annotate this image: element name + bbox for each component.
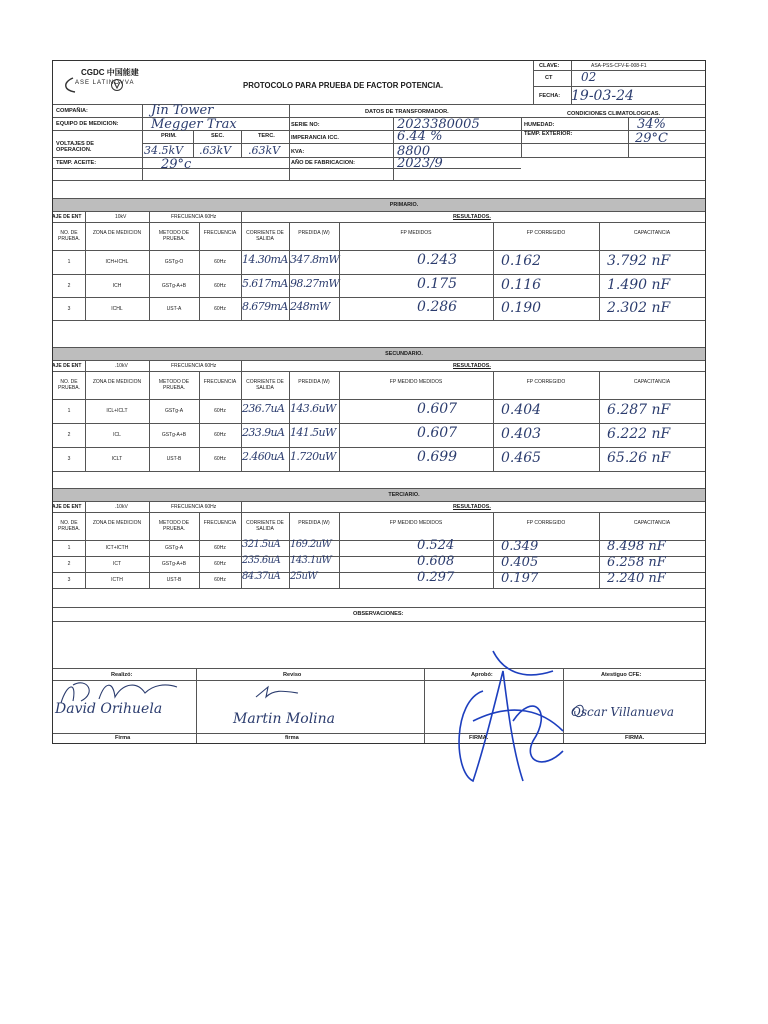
divider (53, 320, 705, 321)
col-frecuencia: FRECUENCIA (203, 520, 237, 526)
row-perdida: 25uW (290, 571, 318, 582)
row-perdida: 169.2uW (290, 539, 332, 550)
frecuencia-label: FRECUENCIA 60Hz (171, 214, 217, 220)
row-metodo: UST-B (166, 577, 182, 583)
divider (241, 502, 242, 512)
row-corriente: 5.617mA (242, 276, 288, 290)
sec-value: .63kV (199, 144, 232, 157)
row-zona: ICHL (111, 305, 123, 312)
row-zona: ICLT (111, 456, 123, 462)
row-perdida: 248mW (290, 299, 330, 313)
col-metodo: METODO DE PRUEBA. (158, 379, 190, 391)
row-fp-medido: 0.175 (417, 275, 458, 292)
signature-atestiguo-name: Oscar Villanueva (571, 705, 675, 719)
row-capacitancia: 6.222 nF (607, 426, 671, 442)
aprobo-label: Aprobó: (471, 672, 493, 678)
row-corriente: 235.6uA (242, 555, 281, 566)
resultados-label: RESULTADOS. (453, 214, 491, 220)
col-fp-medido: FP MEDIDO MEDIDOS (389, 520, 443, 526)
compania-label: COMPAÑIA: (56, 108, 88, 114)
divider (599, 222, 600, 320)
humedad-value: 34% (637, 117, 666, 132)
document-title: PROTOCOLO PARA PRUEBA DE FACTOR POTENCIA. (243, 81, 443, 90)
col-zona: ZONA DE MEDICION (92, 230, 142, 236)
fecha-value: 19-03-24 (571, 88, 634, 104)
temp-exterior-value: 29°C (635, 131, 668, 146)
row-corriente: 14.30mA (242, 253, 288, 266)
terc-value: .63kV (248, 144, 281, 157)
row-fp-corregido: 0.465 (501, 450, 542, 466)
resultados-label: RESULTADOS. (453, 504, 491, 510)
row-fp-medido: 0.243 (417, 252, 458, 268)
divider (199, 222, 200, 320)
row-metodo: GSTg-A (164, 545, 184, 551)
divider (241, 512, 242, 588)
resultados-label: RESULTADOS. (453, 363, 491, 369)
row-corriente: 8.679mA (242, 299, 288, 313)
fecha-label: FECHA: (539, 93, 561, 99)
temp-exterior-label: TEMP. EXTERIOR: (524, 131, 573, 137)
observaciones-label: OBSERVACIONES: (353, 611, 404, 617)
divider (241, 371, 242, 471)
divider (599, 371, 600, 471)
voltaje-value: 10kV (115, 214, 127, 220)
col-perdida: PREDIDA (W) (298, 230, 330, 236)
row-capacitancia: 2.240 nF (607, 571, 666, 586)
row-fp-medido: 0.297 (417, 570, 455, 585)
row-freq: 60Hz (214, 432, 226, 438)
divider (149, 361, 150, 371)
section-title: TERCIARIO. (388, 492, 420, 498)
equipo-value: Megger Trax (151, 117, 237, 132)
col-zona: ZONA DE MEDICION (92, 379, 142, 385)
divider (149, 222, 150, 320)
frecuencia-label: FRECUENCIA 60Hz (171, 504, 217, 510)
col-corriente: CORRIENTE DE SALIDA (246, 230, 284, 242)
temp-aceite-value: 29°c (161, 157, 192, 172)
col-fp-medido: FP MEDIDOS (400, 230, 432, 236)
row-no: 2 (67, 432, 71, 438)
divider (149, 371, 150, 471)
row-no: 2 (67, 561, 71, 567)
imperancia-value: 6.44 % (397, 129, 443, 144)
signature-reviso-name: Martin Molina (233, 711, 336, 727)
divider (493, 371, 494, 471)
row-fp-medido: 0.607 (417, 425, 458, 441)
row-capacitancia: 8.498 nF (607, 539, 666, 554)
divider (85, 361, 86, 371)
row-no: 1 (67, 259, 71, 265)
voltaje-label: AJE DE ENT (52, 363, 82, 369)
row-zona: ICT (112, 561, 122, 567)
col-perdida: PREDIDA (W) (298, 520, 330, 526)
row-capacitancia: 6.287 nF (607, 402, 671, 418)
row-no: 1 (67, 545, 71, 551)
row-metodo: GSTg-A (164, 408, 184, 414)
signature-realizo-name: David Orihuela (55, 701, 163, 717)
divider (53, 274, 705, 275)
serie-value: 2023380005 (397, 117, 480, 132)
kva-value: 8800 (397, 144, 431, 159)
row-freq: 60Hz (214, 305, 226, 312)
voltaje-value: .10kV (115, 504, 128, 510)
row-fp-corregido: 0.162 (501, 253, 542, 269)
divider (339, 222, 340, 320)
sec-label: SEC. (211, 133, 225, 139)
divider (493, 512, 494, 588)
col-fp-corregido: FP CORREGIDO (526, 520, 566, 526)
col-metodo: METODO DE PRUEBA. (158, 230, 190, 242)
row-freq: 60Hz (214, 456, 226, 462)
row-zona: ICL (113, 432, 121, 438)
row-corriente: 321.5uA (242, 539, 281, 550)
serie-label: SERIE NO: (291, 122, 320, 128)
row-metodo: GSTg-A+B (161, 282, 187, 289)
datos-transformador-label: DATOS DE TRANSFORMADOR. (365, 109, 449, 115)
row-perdida: 1.720uW (290, 450, 336, 463)
section-band (53, 488, 705, 502)
row-freq: 60Hz (214, 259, 226, 265)
divider (149, 502, 150, 512)
row-zona: ICH+ICHL (105, 259, 129, 265)
row-metodo: GSTg-O (164, 259, 184, 265)
ct-value: 02 (581, 70, 597, 84)
divider (149, 212, 150, 222)
row-corriente: 236.7uA (242, 402, 285, 415)
col-capacitancia: CAPACITANCIA (633, 230, 671, 236)
divider (289, 512, 290, 588)
row-fp-corregido: 0.197 (501, 571, 539, 586)
divider (53, 371, 705, 372)
section-band (53, 198, 705, 212)
imperancia-label: IMPERANCIA ICC. (291, 135, 339, 141)
row-corriente: 84.37uA (242, 571, 281, 582)
voltaje-value: .10kV (115, 363, 128, 369)
divider (53, 471, 705, 472)
row-capacitancia: 6.258 nF (607, 555, 666, 570)
row-capacitancia: 1.490 nF (607, 276, 671, 293)
col-capacitancia: CAPACITANCIA (633, 520, 671, 526)
divider (85, 512, 86, 588)
divider (199, 371, 200, 471)
anio-label: AÑO DE FABRICACION: (291, 160, 356, 166)
col-corriente: CORRIENTE DE SALIDA (246, 520, 284, 532)
row-capacitancia: 3.792 nF (607, 253, 671, 269)
row-perdida: 347.8mW (290, 253, 340, 266)
divider (53, 399, 705, 400)
row-fp-medido: 0.607 (417, 401, 458, 417)
divider (241, 212, 242, 222)
logo-brand: CGDC 中国能建 (81, 68, 139, 77)
row-fp-medido: 0.699 (417, 449, 458, 465)
row-zona: ICT+ICTH (105, 545, 129, 551)
divider (85, 222, 86, 320)
row-fp-medido: 0.608 (417, 554, 455, 569)
divider (289, 222, 290, 320)
protocol-sheet (52, 60, 706, 744)
col-fp-corregido: FP CORREGIDO (526, 379, 566, 385)
row-fp-corregido: 0.405 (501, 555, 539, 570)
divider (53, 222, 705, 223)
signature-reviso-icon (248, 683, 308, 703)
divider (85, 212, 86, 222)
divider (85, 371, 86, 471)
equipo-label: EQUIPO DE MEDICION: (56, 121, 119, 127)
row-fp-corregido: 0.404 (501, 402, 542, 418)
section-title: PRIMARIO. (389, 202, 419, 208)
divider (199, 512, 200, 588)
voltaje-label: AJE DE ENT (52, 504, 82, 510)
row-freq: 60Hz (214, 408, 226, 414)
firma-3: FIRMA. (469, 735, 489, 741)
atestiguo-label: Atestiguo CFE: (601, 672, 642, 678)
divider (339, 512, 340, 588)
compania-value: Jin Tower (151, 103, 214, 118)
divider (53, 250, 705, 251)
row-no: 3 (67, 577, 71, 583)
row-perdida: 98.27mW (290, 276, 340, 290)
col-capacitancia: CAPACITANCIA (633, 379, 671, 385)
firma-1: Firma (115, 735, 131, 741)
col-frecuencia: FRECUENCIA (203, 230, 237, 236)
row-zona: ICH (112, 282, 122, 289)
row-fp-medido: 0.286 (417, 298, 458, 315)
col-no-prueba: NO. DE PRUEBA. (58, 520, 80, 532)
divider (599, 512, 600, 588)
row-metodo: GSTg-A+B (161, 561, 187, 567)
anio-value: 2023/9 (397, 156, 443, 171)
row-corriente: 233.9uA (242, 426, 285, 439)
col-metodo: METODO DE PRUEBA. (158, 520, 190, 532)
row-no: 2 (67, 282, 71, 289)
row-zona: ICTH (111, 577, 123, 583)
firma-2: firma (285, 735, 299, 741)
divider (339, 371, 340, 471)
row-perdida: 141.5uW (290, 426, 336, 439)
terc-label: TERC. (258, 133, 275, 139)
divider (289, 371, 290, 471)
frecuencia-label: FRECUENCIA 60Hz (171, 363, 217, 369)
row-fp-corregido: 0.349 (501, 539, 539, 554)
row-freq: 60Hz (214, 545, 226, 551)
row-capacitancia: 65.26 nF (607, 450, 671, 466)
row-freq: 60Hz (214, 577, 226, 583)
col-frecuencia: FRECUENCIA (203, 379, 237, 385)
divider (241, 361, 242, 371)
row-no: 3 (67, 305, 71, 312)
row-perdida: 143.1uW (290, 555, 332, 566)
col-fp-corregido: FP CORREGIDO (526, 230, 566, 236)
row-freq: 60Hz (214, 561, 226, 567)
row-metodo: GSTg-A+B (161, 432, 187, 438)
divider (149, 512, 150, 588)
divider (53, 447, 705, 448)
reviso-label: Reviso (283, 672, 302, 678)
row-no: 3 (67, 456, 71, 462)
row-fp-corregido: 0.190 (501, 299, 542, 316)
row-metodo: UST-A (166, 305, 182, 312)
prim-value: 34.5kV (144, 144, 184, 157)
divider (53, 588, 705, 589)
prim-label: PRIM. (161, 133, 177, 139)
col-corriente: CORRIENTE DE SALIDA (246, 379, 284, 391)
col-no-prueba: NO. DE PRUEBA. (58, 379, 80, 391)
section-title: SECUNDARIO. (385, 351, 423, 357)
section-band (53, 347, 705, 361)
logo-sub: ASE LATINOVVA (75, 80, 135, 86)
col-zona: ZONA DE MEDICION (92, 520, 142, 526)
voltaje-label: AJE DE ENT (52, 214, 82, 220)
row-metodo: UST-B (166, 456, 182, 462)
ct-label: CT (545, 75, 553, 81)
row-fp-corregido: 0.403 (501, 426, 542, 442)
row-zona: ICL+ICLT (106, 408, 128, 414)
voltajes-label: VOLTAJES DE OPERACION. (56, 141, 95, 153)
col-perdida: PREDIDA (W) (298, 379, 330, 385)
condiciones-label: CONDICIONES CLIMATOLOGICAS. (567, 111, 661, 117)
clave-value: ASA-PSS-CFV-E-008-F1 (591, 63, 647, 69)
col-fp-medido: FP MEDIDO MEDIDOS (389, 379, 443, 385)
row-perdida: 143.6uW (290, 402, 336, 415)
humedad-label: HUMEDAD: (524, 122, 555, 128)
temp-aceite-label: TEMP. ACEITE: (56, 160, 97, 166)
divider (53, 297, 705, 298)
realizo-label: Realizó: (111, 672, 133, 678)
row-fp-medido: 0.524 (417, 538, 455, 553)
col-no-prueba: NO. DE PRUEBA. (58, 230, 80, 242)
row-capacitancia: 2.302 nF (607, 299, 671, 316)
firma-4: FIRMA. (625, 735, 645, 741)
divider (241, 222, 242, 320)
row-corriente: 2.460uA (242, 450, 285, 463)
signature-aprobo-icon (413, 631, 573, 791)
divider (493, 222, 494, 320)
row-fp-corregido: 0.116 (501, 276, 542, 293)
clave-label: CLAVE: (539, 63, 560, 69)
kva-label: KVA: (291, 149, 305, 155)
divider (53, 423, 705, 424)
company-logo (59, 64, 159, 94)
row-freq: 60Hz (214, 282, 226, 289)
divider (53, 512, 705, 513)
divider (85, 502, 86, 512)
row-no: 1 (67, 408, 71, 414)
